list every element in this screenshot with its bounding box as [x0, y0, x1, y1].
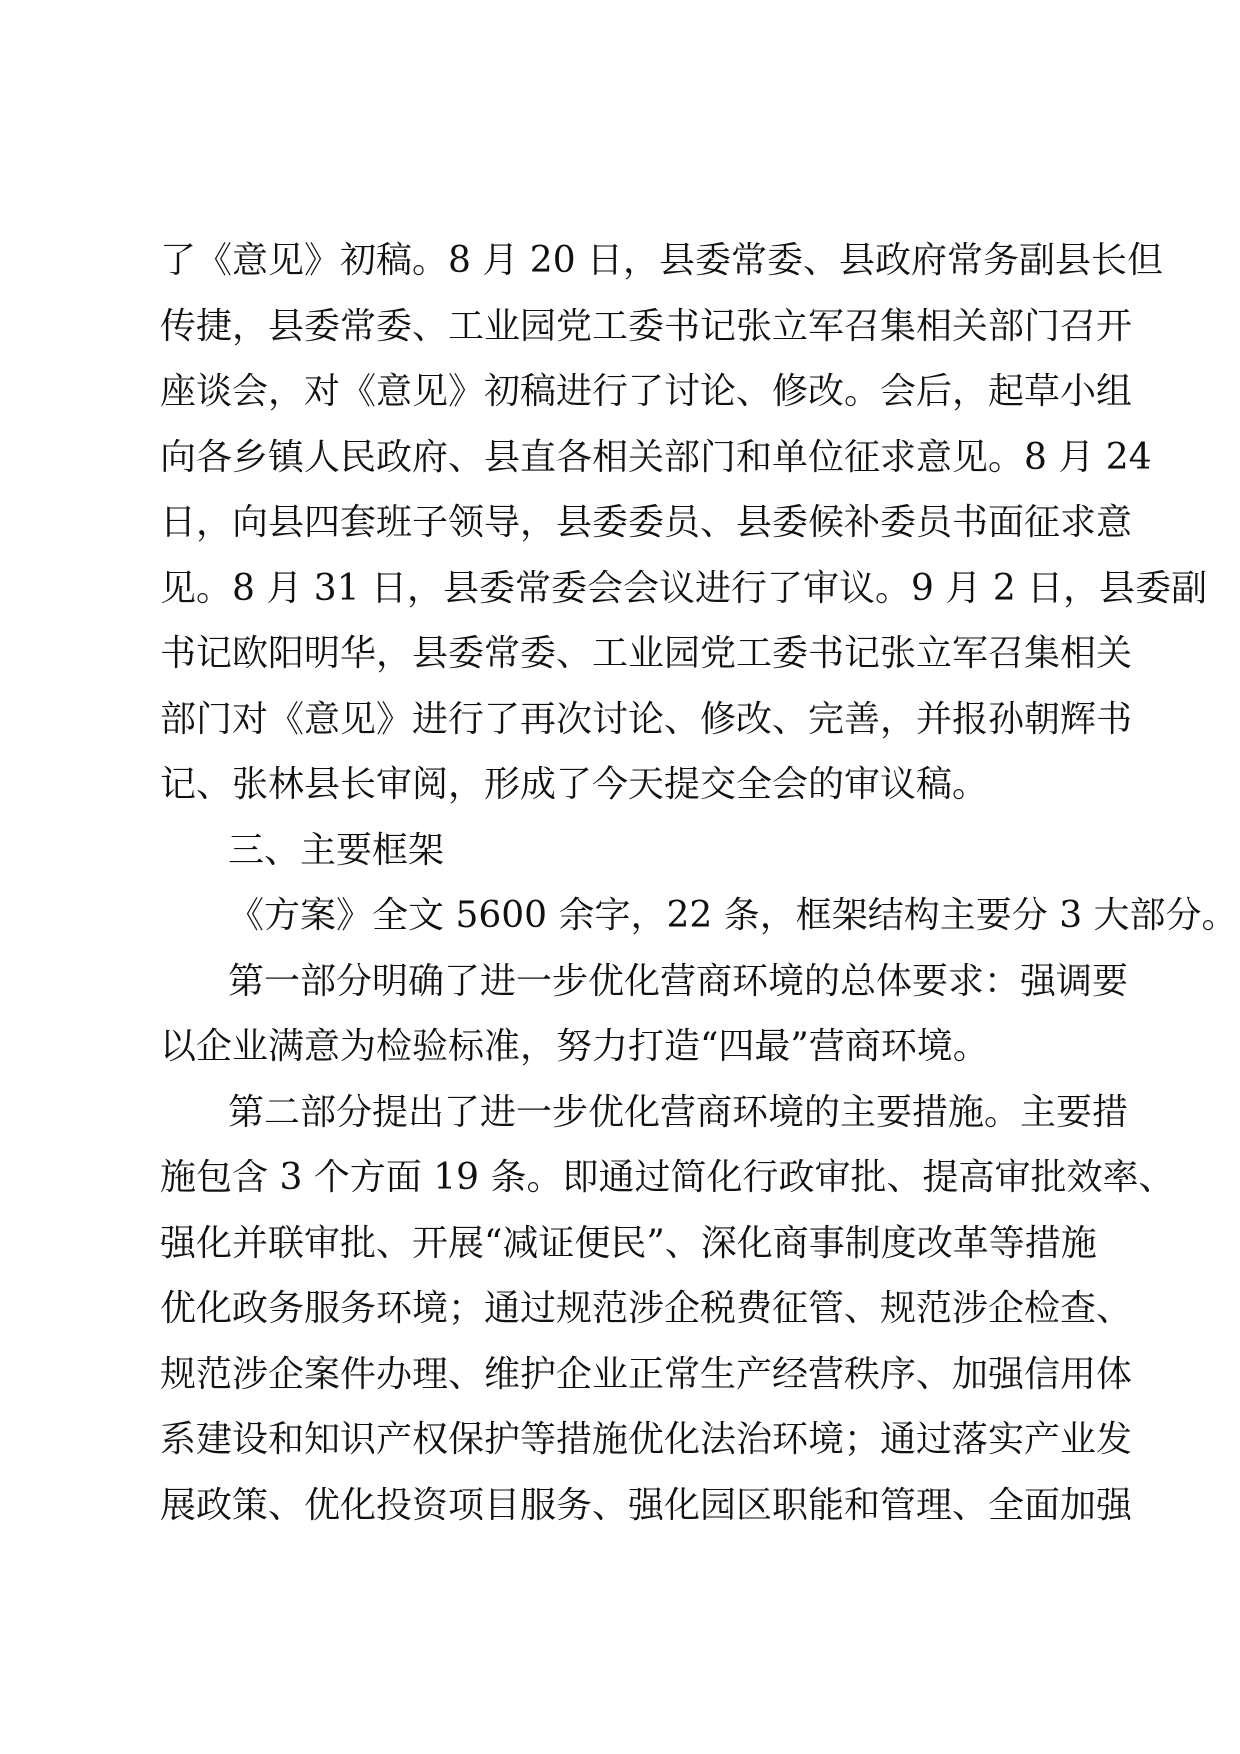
paragraph-line: 强化并联审批、开展“减证便民”、深化商事制度改革等措施: [160, 1222, 1097, 1264]
paragraph-line: 规范涉企案件办理、维护企业正常生产经营秩序、加强信用体: [160, 1353, 1133, 1395]
paragraph-overview: [160, 883, 1238, 949]
paragraph-line: 施包含 3 个方面 19 条。即通过简化行政审批、提高审批效率、: [160, 1157, 1175, 1198]
paragraph-line: 第二部分提出了进一步优化营商环境的主要措施。主要措: [228, 1091, 1129, 1133]
paragraph-line: 见。8 月 31 日，县委常委会会议进行了审议。9 月 2 日，县委副: [160, 567, 1208, 609]
paragraph-part-two: [160, 1080, 1175, 1539]
paragraph-line: 以企业满意为检验标准，努力打造“四最”营商环境。: [160, 1026, 989, 1067]
paragraph-line: 系建设和知识产权保护等措施优化法治环境；通过落实产业发: [160, 1419, 1133, 1460]
paragraph-line: 优化政务服务环境；通过规范涉企税费征管、规范涉企检查、: [160, 1288, 1133, 1329]
paragraph-line: 向各乡镇人民政府、县直各相关部门和单位征求意见。8 月 24: [160, 436, 1152, 478]
paragraph-line: 部门对《意见》进行了再次讨论、修改、完善，并报孙朝辉书: [160, 698, 1133, 740]
body-text: [160, 228, 1238, 1538]
paragraph-line: 了《意见》初稿。8 月 20 日，县委常委、县政府常务副县长但: [160, 240, 1164, 281]
paragraph-line: 书记欧阳明华，县委常委、工业园党工委书记张立军召集相关: [160, 633, 1133, 674]
paragraph-line: 展政策、优化投资项目服务、强化园区职能和管理、全面加强: [160, 1484, 1133, 1526]
paragraph-part-one: [160, 949, 1129, 1080]
paragraph-line: 第一部分明确了进一步优化营商环境的总体要求：强调要: [228, 960, 1129, 1002]
section-heading: 三、主要框架: [228, 829, 445, 871]
paragraph-line: 传捷，县委常委、工业园党工委书记张立军召集相关部门召开: [160, 305, 1133, 347]
paragraph-line: 座谈会，对《意见》初稿进行了讨论、修改。会后，起草小组: [160, 371, 1133, 412]
paragraph-line: 日，向县四套班子领导，县委委员、县委候补委员书面征求意: [160, 502, 1133, 543]
paragraph-line: 记、张林县长审阅，形成了今天提交全会的审议稿。: [160, 764, 989, 805]
paragraph-line: 《方案》全文 5600 余字，22 条，框架结构主要分 3 大部分。: [228, 895, 1238, 936]
paragraph-process-history: [160, 228, 1208, 818]
